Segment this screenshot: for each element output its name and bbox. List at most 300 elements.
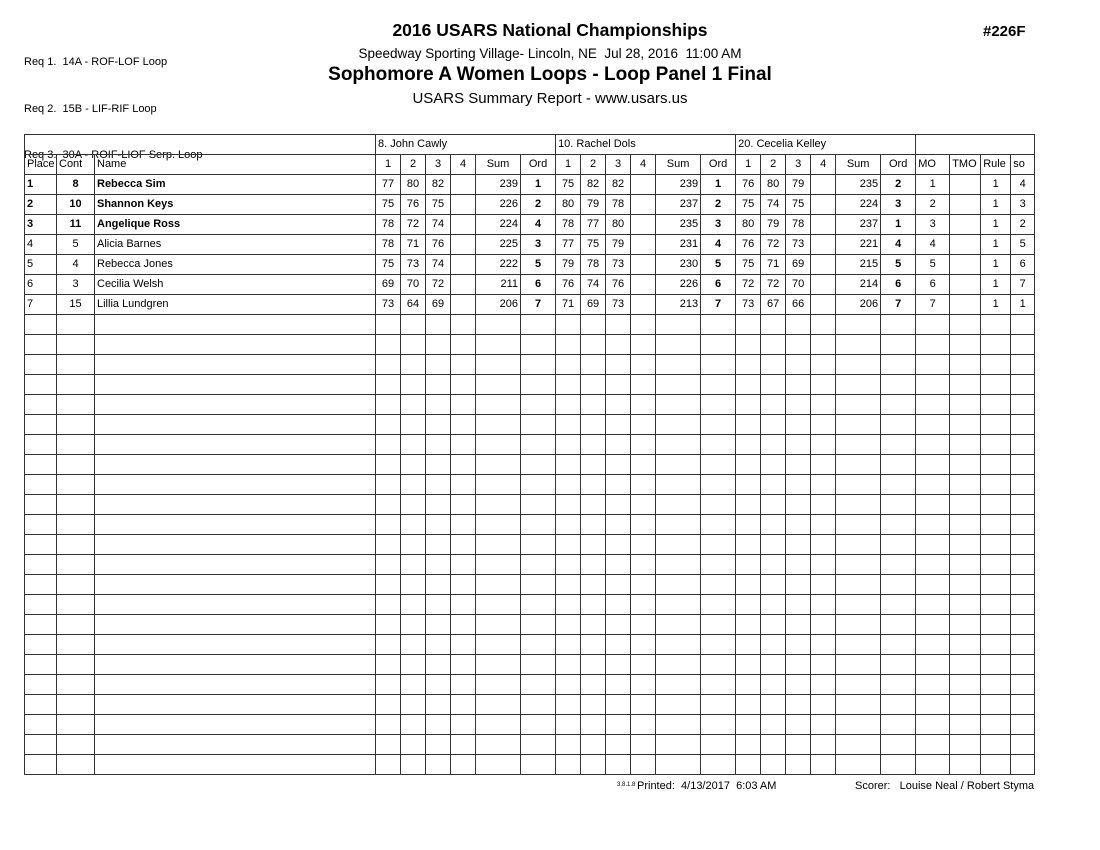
empty-cell <box>811 715 836 735</box>
empty-cell <box>631 495 656 515</box>
empty-cell <box>811 575 836 595</box>
empty-cell <box>786 675 811 695</box>
empty-cell <box>1011 695 1035 715</box>
cell-score: 76 <box>556 275 581 295</box>
empty-cell <box>426 515 451 535</box>
cell-tmo <box>950 175 981 195</box>
empty-cell <box>950 675 981 695</box>
empty-cell <box>950 415 981 435</box>
event-title: Sophomore A Women Loops - Loop Panel 1 Final <box>328 64 772 85</box>
empty-cell <box>451 435 476 455</box>
cell-score <box>451 275 476 295</box>
empty-cell <box>95 375 376 395</box>
empty-cell <box>736 335 761 355</box>
result-row <box>25 175 1035 195</box>
empty-row <box>25 415 1035 435</box>
cell-rule: 1 <box>981 255 1011 275</box>
cell-ordinal: 7 <box>881 295 916 315</box>
empty-cell <box>25 455 57 475</box>
empty-cell <box>451 555 476 575</box>
cell-ordinal: 6 <box>881 275 916 295</box>
cell-rule: 1 <box>981 235 1011 255</box>
empty-cell <box>476 315 521 335</box>
empty-cell <box>701 755 736 775</box>
cell-score: 75 <box>556 175 581 195</box>
judges-header-row <box>25 135 1035 155</box>
empty-cell <box>57 535 95 555</box>
cell-score: 76 <box>401 195 426 215</box>
cell-score: 80 <box>606 215 631 235</box>
empty-cell <box>981 475 1011 495</box>
empty-cell <box>761 455 786 475</box>
result-row <box>25 195 1035 215</box>
empty-cell <box>881 415 916 435</box>
empty-cell <box>916 515 950 535</box>
empty-cell <box>426 735 451 755</box>
empty-cell <box>701 475 736 495</box>
empty-row <box>25 315 1035 335</box>
cell-score: 77 <box>581 215 606 235</box>
empty-cell <box>656 335 701 355</box>
empty-cell <box>656 635 701 655</box>
cell-ordinal: 6 <box>701 275 736 295</box>
cell-score <box>811 215 836 235</box>
cell-sum: 222 <box>476 255 521 275</box>
cell-score: 79 <box>786 175 811 195</box>
empty-cell <box>761 315 786 335</box>
empty-cell <box>25 615 57 635</box>
empty-cell <box>656 475 701 495</box>
cell-score: 80 <box>736 215 761 235</box>
empty-cell <box>981 395 1011 415</box>
empty-cell <box>736 695 761 715</box>
cell-sum: 231 <box>656 235 701 255</box>
cell-tmo <box>950 255 981 275</box>
empty-cell <box>581 695 606 715</box>
empty-cell <box>476 675 521 695</box>
cell-place: 3 <box>25 215 57 235</box>
empty-cell <box>581 455 606 475</box>
empty-cell <box>521 755 556 775</box>
empty-cell <box>761 715 786 735</box>
cell-start-order: 1 <box>1011 295 1035 315</box>
empty-cell <box>95 735 376 755</box>
empty-cell <box>401 755 426 775</box>
empty-cell <box>786 535 811 555</box>
empty-cell <box>701 375 736 395</box>
cell-start-order: 4 <box>1011 175 1035 195</box>
cell-ordinal: 1 <box>701 175 736 195</box>
empty-cell <box>426 375 451 395</box>
empty-cell <box>950 455 981 475</box>
empty-cell <box>57 355 95 375</box>
empty-cell <box>476 375 521 395</box>
empty-cell <box>556 535 581 555</box>
empty-cell <box>521 515 556 535</box>
empty-cell <box>950 635 981 655</box>
cell-score: 82 <box>606 175 631 195</box>
empty-cell <box>1011 395 1035 415</box>
empty-cell <box>521 655 556 675</box>
cell-sum: 206 <box>836 295 881 315</box>
empty-cell <box>426 415 451 435</box>
cell-ordinal: 3 <box>701 215 736 235</box>
empty-cell <box>1011 495 1035 515</box>
cell-score: 74 <box>426 215 451 235</box>
empty-cell <box>656 435 701 455</box>
cell-score: 73 <box>376 295 401 315</box>
empty-cell <box>981 535 1011 555</box>
empty-cell <box>950 315 981 335</box>
empty-cell <box>950 695 981 715</box>
empty-cell <box>761 575 786 595</box>
column-header: Rule <box>981 155 1011 175</box>
empty-cell <box>656 495 701 515</box>
empty-cell <box>631 535 656 555</box>
empty-cell <box>811 675 836 695</box>
empty-cell <box>761 615 786 635</box>
empty-cell <box>521 415 556 435</box>
empty-cell <box>476 735 521 755</box>
empty-cell <box>736 675 761 695</box>
empty-cell <box>401 555 426 575</box>
empty-cell <box>811 615 836 635</box>
cell-score: 66 <box>786 295 811 315</box>
empty-cell <box>1011 595 1035 615</box>
empty-cell <box>426 455 451 475</box>
empty-cell <box>916 695 950 715</box>
empty-cell <box>811 455 836 475</box>
empty-cell <box>981 615 1011 635</box>
empty-cell <box>57 615 95 635</box>
empty-cell <box>606 515 631 535</box>
empty-cell <box>786 735 811 755</box>
empty-cell <box>451 355 476 375</box>
cell-rule: 1 <box>981 175 1011 195</box>
empty-cell <box>631 715 656 735</box>
cell-score <box>631 235 656 255</box>
empty-cell <box>521 315 556 335</box>
empty-cell <box>701 655 736 675</box>
empty-cell <box>1011 335 1035 355</box>
empty-cell <box>631 375 656 395</box>
empty-cell <box>981 655 1011 675</box>
cell-rule: 1 <box>981 215 1011 235</box>
empty-cell <box>581 635 606 655</box>
empty-cell <box>981 435 1011 455</box>
empty-cell <box>836 735 881 755</box>
cell-score: 77 <box>376 175 401 195</box>
empty-cell <box>556 475 581 495</box>
empty-cell <box>476 595 521 615</box>
empty-cell <box>1011 475 1035 495</box>
empty-cell <box>701 515 736 535</box>
empty-cell <box>786 715 811 735</box>
empty-cell <box>881 575 916 595</box>
empty-cell <box>95 455 376 475</box>
empty-cell <box>881 655 916 675</box>
cell-score: 72 <box>426 275 451 295</box>
cell-score <box>631 295 656 315</box>
cell-rule: 1 <box>981 275 1011 295</box>
empty-cell <box>581 435 606 455</box>
empty-cell <box>761 475 786 495</box>
empty-cell <box>476 555 521 575</box>
cell-score <box>811 295 836 315</box>
cell-cont: 3 <box>57 275 95 295</box>
empty-cell <box>426 675 451 695</box>
empty-cell <box>376 655 401 675</box>
empty-row <box>25 375 1035 395</box>
cell-sum: 213 <box>656 295 701 315</box>
cell-ordinal: 2 <box>881 175 916 195</box>
empty-cell <box>95 475 376 495</box>
cell-score: 72 <box>761 275 786 295</box>
empty-cell <box>556 315 581 335</box>
empty-cell <box>836 655 881 675</box>
empty-cell <box>950 655 981 675</box>
empty-cell <box>1011 675 1035 695</box>
empty-cell <box>736 355 761 375</box>
empty-cell <box>836 515 881 535</box>
column-header: Ord <box>521 155 556 175</box>
cell-score: 79 <box>761 215 786 235</box>
empty-cell <box>736 495 761 515</box>
empty-cell <box>95 515 376 535</box>
empty-cell <box>426 555 451 575</box>
empty-cell <box>786 515 811 535</box>
empty-cell <box>426 395 451 415</box>
empty-cell <box>451 715 476 735</box>
cell-score: 67 <box>761 295 786 315</box>
cell-ordinal: 5 <box>521 255 556 275</box>
empty-cell <box>556 355 581 375</box>
empty-cell <box>761 555 786 575</box>
empty-cell <box>401 715 426 735</box>
empty-cell <box>736 715 761 735</box>
empty-cell <box>581 675 606 695</box>
empty-cell <box>701 335 736 355</box>
empty-cell <box>556 695 581 715</box>
empty-cell <box>881 635 916 655</box>
cell-ordinal: 3 <box>521 235 556 255</box>
empty-cell <box>57 675 95 695</box>
empty-cell <box>376 635 401 655</box>
empty-cell <box>606 475 631 495</box>
empty-cell <box>701 575 736 595</box>
cell-score <box>631 215 656 235</box>
empty-cell <box>581 355 606 375</box>
empty-cell <box>606 395 631 415</box>
empty-cell <box>606 495 631 515</box>
empty-row <box>25 615 1035 635</box>
empty-cell <box>476 435 521 455</box>
empty-cell <box>916 435 950 455</box>
empty-cell <box>556 675 581 695</box>
cell-score: 73 <box>606 255 631 275</box>
empty-cell <box>451 675 476 695</box>
empty-cell <box>950 615 981 635</box>
empty-cell <box>656 535 701 555</box>
empty-cell <box>426 535 451 555</box>
cell-score: 78 <box>376 215 401 235</box>
empty-cell <box>57 735 95 755</box>
cell-cont: 11 <box>57 215 95 235</box>
empty-cell <box>881 755 916 775</box>
empty-cell <box>25 695 57 715</box>
empty-cell <box>476 475 521 495</box>
cell-cont: 4 <box>57 255 95 275</box>
cell-sum: 239 <box>476 175 521 195</box>
empty-cell <box>556 415 581 435</box>
cell-name: Lillia Lundgren <box>95 295 376 315</box>
cell-sum: 211 <box>476 275 521 295</box>
empty-cell <box>1011 415 1035 435</box>
empty-cell <box>581 655 606 675</box>
empty-cell <box>811 515 836 535</box>
empty-cell <box>451 635 476 655</box>
empty-cell <box>376 495 401 515</box>
empty-cell <box>836 615 881 635</box>
empty-cell <box>476 695 521 715</box>
empty-cell <box>556 635 581 655</box>
empty-row <box>25 635 1035 655</box>
cell-start-order: 2 <box>1011 215 1035 235</box>
empty-cell <box>25 355 57 375</box>
empty-cell <box>836 355 881 375</box>
empty-cell <box>581 755 606 775</box>
cell-score: 70 <box>401 275 426 295</box>
empty-cell <box>451 695 476 715</box>
empty-cell <box>811 535 836 555</box>
empty-cell <box>786 395 811 415</box>
empty-cell <box>836 375 881 395</box>
empty-cell <box>981 415 1011 435</box>
empty-cell <box>950 355 981 375</box>
empty-cell <box>57 755 95 775</box>
cell-mo: 4 <box>916 235 950 255</box>
cell-ordinal: 7 <box>701 295 736 315</box>
cell-score: 75 <box>786 195 811 215</box>
empty-cell <box>401 375 426 395</box>
cell-tmo <box>950 295 981 315</box>
cell-score: 71 <box>556 295 581 315</box>
empty-cell <box>836 715 881 735</box>
empty-cell <box>950 335 981 355</box>
cell-mo: 3 <box>916 215 950 235</box>
empty-cell <box>836 315 881 335</box>
empty-row <box>25 355 1035 375</box>
empty-cell <box>581 415 606 435</box>
cell-score: 74 <box>761 195 786 215</box>
cell-score: 76 <box>426 235 451 255</box>
empty-cell <box>476 615 521 635</box>
empty-cell <box>57 635 95 655</box>
cell-sum: 224 <box>836 195 881 215</box>
empty-cell <box>451 655 476 675</box>
empty-cell <box>401 595 426 615</box>
cell-score: 69 <box>376 275 401 295</box>
cell-score <box>451 175 476 195</box>
empty-cell <box>836 395 881 415</box>
empty-cell <box>761 495 786 515</box>
empty-cell <box>916 655 950 675</box>
empty-cell <box>95 355 376 375</box>
cell-sum: 235 <box>836 175 881 195</box>
cell-score: 71 <box>401 235 426 255</box>
empty-cell <box>881 315 916 335</box>
empty-cell <box>950 475 981 495</box>
empty-cell <box>401 575 426 595</box>
cell-score: 72 <box>736 275 761 295</box>
empty-cell <box>916 495 950 515</box>
empty-cell <box>95 575 376 595</box>
cell-score <box>811 275 836 295</box>
empty-row <box>25 335 1035 355</box>
column-header: Ord <box>881 155 916 175</box>
empty-cell <box>981 595 1011 615</box>
empty-cell <box>701 315 736 335</box>
cell-score: 78 <box>786 215 811 235</box>
empty-cell <box>581 615 606 635</box>
empty-cell <box>476 395 521 415</box>
empty-cell <box>451 615 476 635</box>
empty-cell <box>401 495 426 515</box>
cell-score: 74 <box>426 255 451 275</box>
results-table <box>24 134 1035 775</box>
cell-sum: 237 <box>836 215 881 235</box>
cell-score: 74 <box>581 275 606 295</box>
empty-row <box>25 515 1035 535</box>
cell-score <box>631 255 656 275</box>
empty-cell <box>881 555 916 575</box>
empty-cell <box>606 555 631 575</box>
scorer-credit: Scorer: Louise Neal / Robert Styma <box>855 780 1035 792</box>
cell-score: 69 <box>786 255 811 275</box>
column-header: 4 <box>451 155 476 175</box>
empty-cell <box>521 715 556 735</box>
empty-cell <box>476 495 521 515</box>
empty-cell <box>701 595 736 615</box>
empty-cell <box>451 755 476 775</box>
empty-cell <box>631 695 656 715</box>
empty-cell <box>981 515 1011 535</box>
empty-cell <box>401 355 426 375</box>
empty-cell <box>981 335 1011 355</box>
empty-cell <box>581 515 606 535</box>
software-version: 3.8.1.8 <box>617 782 636 788</box>
cell-place: 4 <box>25 235 57 255</box>
cell-ordinal: 1 <box>521 175 556 195</box>
cell-sum: 237 <box>656 195 701 215</box>
empty-cell <box>556 755 581 775</box>
empty-cell <box>981 575 1011 595</box>
empty-cell <box>881 455 916 475</box>
cell-ordinal: 6 <box>521 275 556 295</box>
empty-cell <box>25 415 57 435</box>
empty-cell <box>631 655 656 675</box>
column-header: TMO <box>950 155 981 175</box>
empty-cell <box>556 575 581 595</box>
empty-cell <box>736 475 761 495</box>
empty-cell <box>881 515 916 535</box>
empty-cell <box>95 615 376 635</box>
empty-cell <box>786 495 811 515</box>
empty-cell <box>811 395 836 415</box>
cell-score <box>631 195 656 215</box>
cell-ordinal: 4 <box>521 215 556 235</box>
empty-cell <box>916 415 950 435</box>
